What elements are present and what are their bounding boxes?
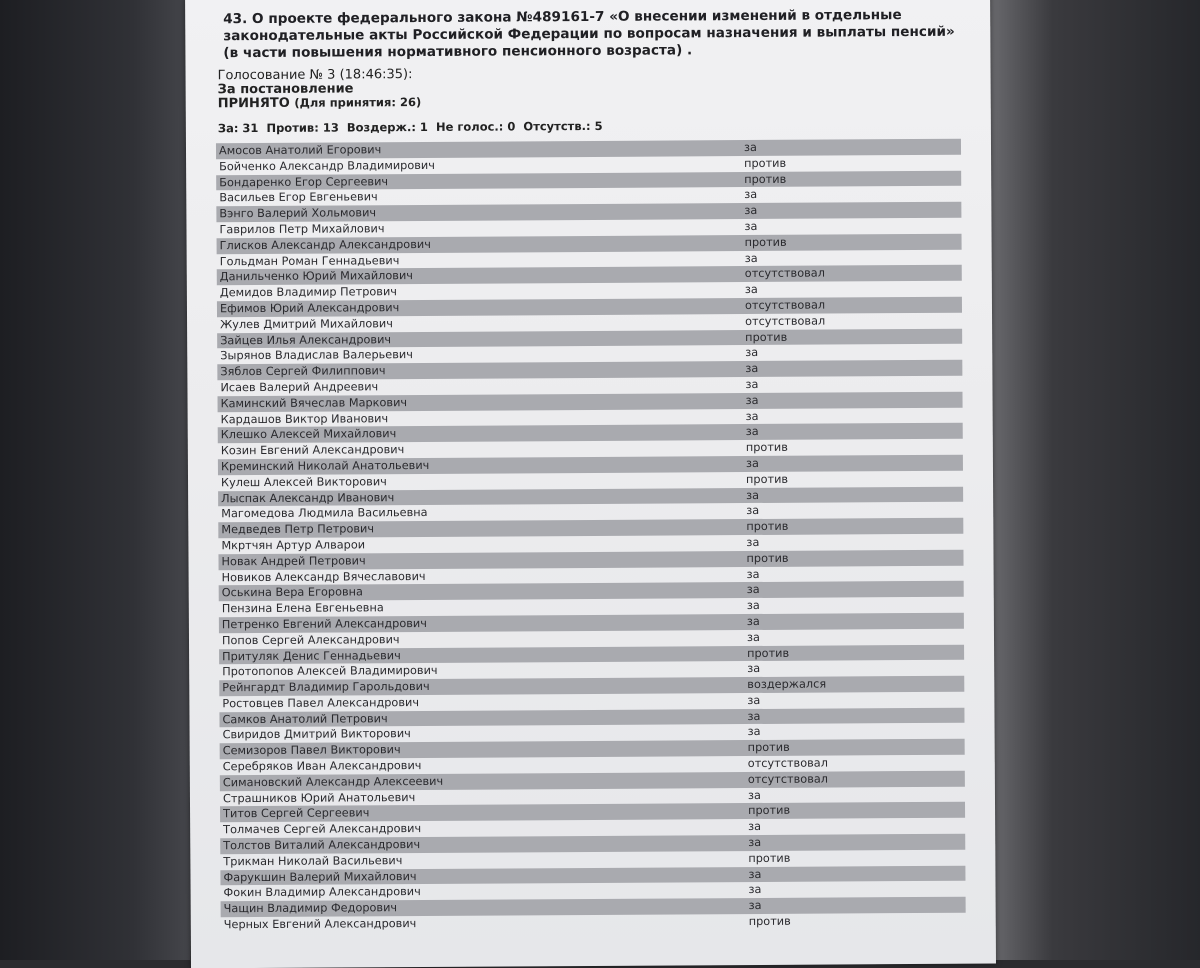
background-left (0, 0, 190, 960)
vote-value: за (747, 709, 761, 723)
vote-value: за (745, 377, 759, 391)
vote-value: за (745, 393, 759, 407)
deputy-name: Трикман Николай Васильевич (223, 854, 403, 869)
summary-za: За: 31 (217, 121, 259, 136)
deputy-name: Семизоров Павел Викторович (222, 743, 401, 758)
deputy-name: Протопопов Алексей Владимирович (222, 664, 438, 679)
vote-value: за (747, 788, 761, 802)
deputy-name: Петренко Евгений Александрович (221, 616, 427, 632)
vote-value: за (745, 409, 759, 423)
summary-novote: Не голос.: 0 (435, 119, 516, 134)
vote-value: против (745, 330, 788, 344)
vote-value: за (746, 488, 760, 502)
vote-value: за (746, 535, 760, 549)
deputy-name: Зяблов Сергей Филиппович (220, 364, 386, 379)
vote-value: за (748, 899, 762, 913)
deputy-name: Толстов Виталий Александрович (223, 838, 421, 853)
vote-value: за (743, 140, 757, 155)
vote-value: против (748, 851, 791, 865)
vote-value: за (746, 630, 760, 644)
deputy-name: Черных Евгений Александрович (223, 917, 417, 932)
vote-value: за (744, 219, 758, 234)
deputy-name: Новиков Александр Вячеславович (221, 569, 426, 584)
deputy-name: Амосов Анатолий Егорович (218, 143, 382, 158)
vote-value: за (745, 346, 759, 360)
deputy-name: Толмачев Сергей Александрович (223, 822, 422, 837)
result-line (218, 93, 778, 111)
deputy-name: Кулеш Алексей Викторович (220, 474, 387, 489)
deputy-name: Ефимов Юрий Александрович (219, 301, 400, 316)
deputy-name: Попов Сергей Александрович (221, 632, 400, 647)
vote-value: за (745, 456, 759, 470)
resolution-label: За постановление (217, 81, 354, 98)
deputy-name: Притуляк Денис Геннадьевич (222, 648, 401, 663)
deputy-name: Мкртчян Артур Алварои (221, 538, 366, 553)
vote-value: против (747, 646, 790, 660)
deputy-name: Глисков Александр Александрович (219, 237, 431, 253)
deputy-name: Новак Андрей Петрович (221, 554, 366, 568)
vote-value: за (746, 583, 760, 597)
deputy-name: Исаев Валерий Андреевич (220, 380, 379, 395)
deputy-name: Чащин Владимир Федорович (223, 901, 398, 916)
summary-absent: Отсутств.: 5 (523, 118, 603, 134)
vote-value: воздержался (747, 677, 827, 692)
deputy-name: Серебряков Иван Александрович (222, 759, 422, 774)
vote-value: отсутствовал (747, 772, 829, 786)
deputy-name: Магомедова Людмила Васильевна (221, 506, 428, 521)
vote-value: против (748, 804, 791, 818)
deputy-name: Титов Сергей Сергеевич (223, 806, 370, 821)
vote-value: против (746, 551, 789, 565)
deputy-name: Свиридов Дмитрий Викторович (222, 727, 411, 742)
vote-value: за (746, 567, 760, 581)
deputy-name: Медведев Петр Петрович (221, 522, 375, 537)
summary-protiv: Против: 13 (266, 120, 339, 135)
deputy-name: Ростовцев Павел Александрович (222, 695, 420, 711)
vote-number-line: Голосование № 3 (18:46:35): (217, 67, 413, 84)
deputy-name: Гаврилов Петр Михайлович (219, 222, 385, 237)
vote-value: отсутствовал (745, 314, 826, 328)
deputy-name: Козин Евгений Александрович (220, 443, 405, 458)
deputy-name: Оськина Вера Егоровна (221, 585, 363, 600)
vote-value: за (748, 867, 762, 881)
deputy-name: Симановский Александр Алексеевич (222, 774, 444, 790)
document-heading: 43. О проекте федерального закона №489161-7 «О внесении изменений в отдельные законодательные акты Российской Федерации по вопросам назначения и выплаты пенсий» (в части повышения нормативного пенсионного возраста) . (223, 7, 955, 62)
deputy-name: Данильченко Юрий Михайлович (219, 269, 414, 284)
result-note: (Для принятия: 26) (294, 95, 422, 110)
deputy-name: Кардашов Виктор Иванович (220, 411, 389, 426)
deputy-name: Бойченко Александр Владимирович (219, 158, 435, 174)
vote-value: против (744, 172, 787, 186)
deputy-name: Фарукшин Валерий Михайлович (223, 869, 417, 884)
deputy-name: Демидов Владимир Петрович (219, 285, 397, 300)
deputy-name: Каминский Вячеслав Маркович (220, 395, 408, 410)
vote-summary (218, 118, 818, 136)
table-row (221, 913, 966, 933)
vote-value: за (745, 425, 759, 439)
vote-value: отсутствовал (744, 266, 825, 281)
deputy-name: Фокин Владимир Александрович (223, 885, 421, 900)
vote-value: за (747, 725, 761, 739)
vote-value: за (744, 188, 758, 202)
result-status: ПРИНЯТО (217, 95, 290, 112)
vote-value: против (744, 156, 787, 170)
vote-value: за (748, 820, 762, 834)
deputy-name: Самков Анатолий Петрович (222, 711, 388, 726)
background-right (990, 0, 1200, 960)
deputy-name: Гольдман Роман Геннадьевич (219, 253, 400, 268)
deputy-name: Креминский Николай Анатольевич (220, 458, 430, 474)
vote-value: против (745, 440, 788, 455)
deputy-name: Клешко Алексей Михайлович (220, 427, 397, 442)
deputy-name: Жулев Дмитрий Михайлович (220, 316, 393, 332)
vote-value: против (746, 519, 789, 534)
vote-value: отсутствовал (744, 298, 826, 313)
deputy-name: Рейнгардт Владимир Гарольдович (222, 680, 430, 695)
vote-value: против (747, 741, 790, 755)
deputy-name: Бондаренко Егор Сергеевич (219, 174, 389, 189)
deputy-name: Лыспак Александр Иванович (221, 490, 395, 505)
vote-value: отсутствовал (747, 756, 828, 771)
vote-value: против (744, 235, 787, 249)
vote-value: за (748, 883, 762, 897)
vote-value: за (746, 504, 760, 518)
vote-value: за (746, 599, 760, 613)
deputy-name: Страшников Юрий Анатольевич (222, 790, 416, 805)
deputy-name: Зырянов Владислав Валерьевич (220, 348, 413, 363)
vote-value: за (744, 204, 758, 218)
vote-value: против (745, 472, 789, 486)
vote-value: против (748, 914, 791, 929)
vote-value: за (747, 662, 761, 676)
deputy-name: Вэнго Валерий Хольмович (219, 206, 377, 221)
deputy-name: Зайцев Илья Александрович (220, 332, 392, 347)
vote-table (216, 139, 966, 933)
summary-abstain: Воздерж.: 1 (346, 119, 428, 135)
vote-value: за (745, 362, 759, 376)
vote-value: за (748, 836, 762, 850)
vote-value: за (746, 614, 760, 628)
paper-sheet (185, 0, 996, 968)
deputy-name: Васильев Егор Евгеньевич (219, 190, 378, 205)
vote-value: за (747, 693, 761, 707)
vote-value: за (744, 251, 758, 265)
deputy-name: Пензина Елена Евгеньевна (221, 601, 384, 616)
vote-value: за (744, 283, 758, 297)
